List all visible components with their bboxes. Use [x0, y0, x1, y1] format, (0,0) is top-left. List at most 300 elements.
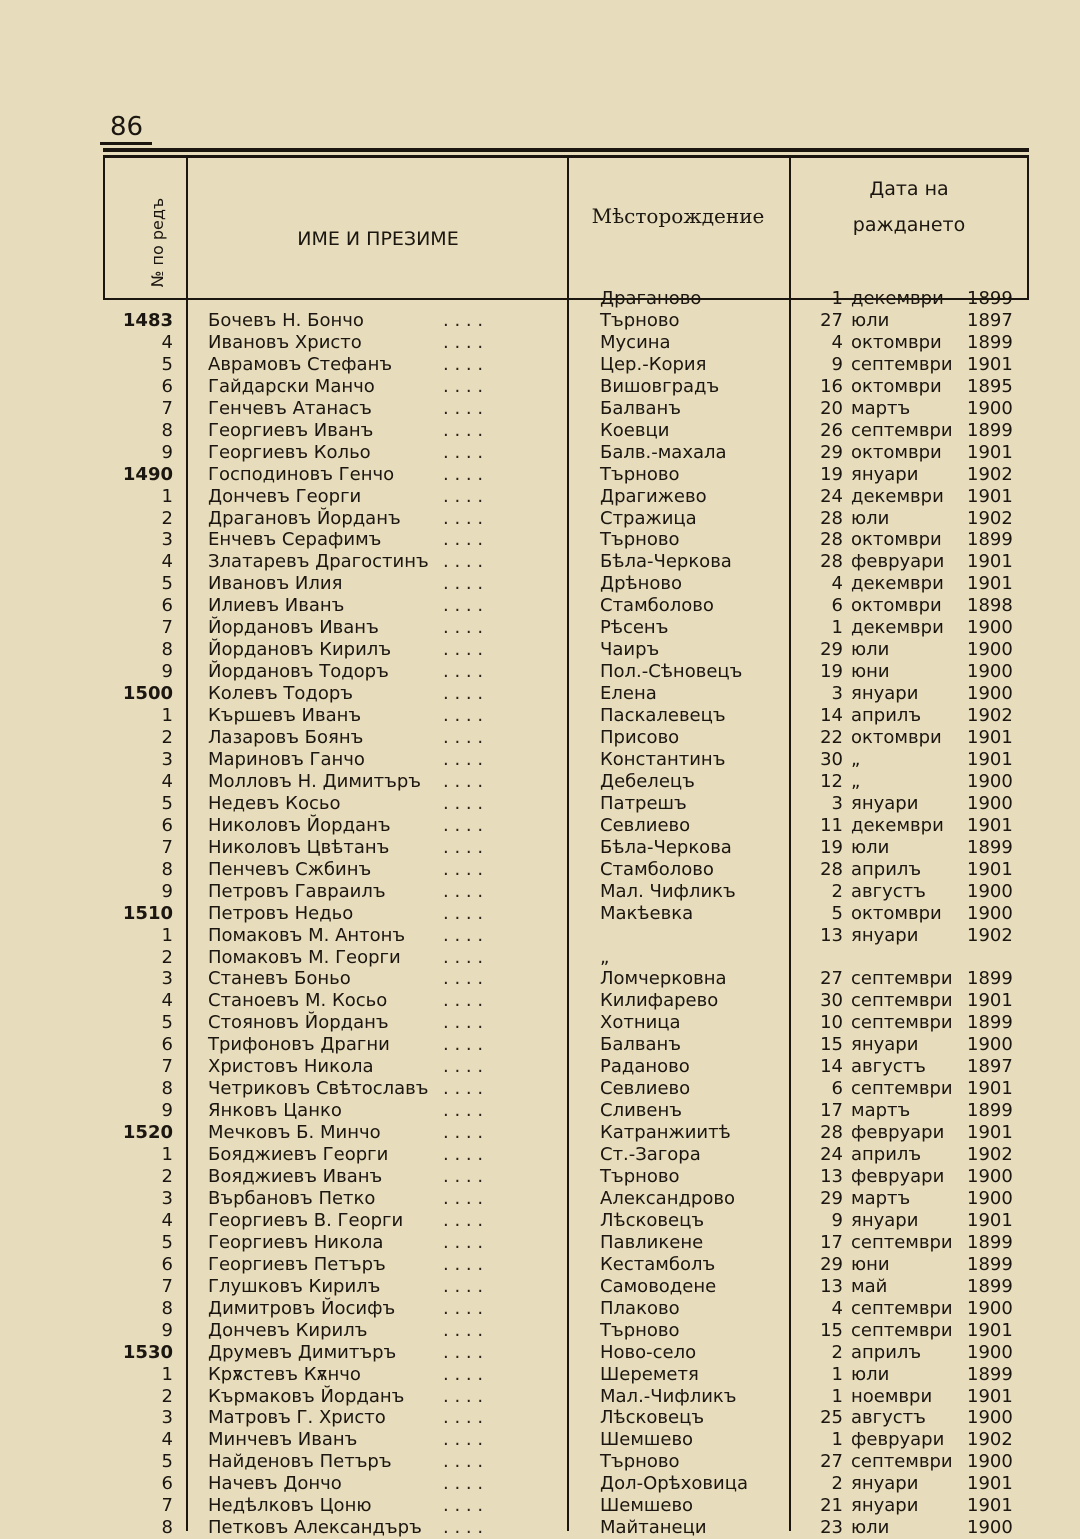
birth-month: февруари: [851, 1122, 945, 1144]
leader-dots: . . . .: [443, 683, 484, 705]
column-header-place: Мѣсторождение: [591, 204, 765, 228]
birth-month: юли: [851, 1363, 890, 1385]
birth-year: 1899: [967, 1363, 1013, 1385]
birthplace: Паскалевецъ: [600, 705, 726, 727]
birthplace: Макѣевка: [600, 902, 694, 924]
birth-day: 29: [820, 1253, 843, 1275]
birth-day: 17: [820, 1100, 843, 1122]
person-name: Минчевъ Иванъ: [208, 1429, 358, 1451]
row-number: 3: [161, 968, 173, 990]
birth-month: януари: [851, 463, 919, 485]
birthplace: Мал.-Чифликъ: [600, 1385, 737, 1407]
birth-month: октомври: [851, 331, 942, 353]
row-number: 2: [161, 727, 173, 748]
leader-dots: . . . .: [443, 573, 484, 595]
leader-dots: . . . .: [443, 419, 484, 441]
person-name: Енчевъ Серафимъ: [208, 529, 382, 551]
table-row: [103, 354, 1029, 376]
person-name: Лазаровъ Боянъ: [208, 727, 364, 748]
birthplace: Търново: [600, 309, 680, 331]
person-name: Янковъ Цанко: [208, 1100, 342, 1122]
person-name: Драгановъ Йорданъ: [208, 507, 401, 529]
birth-day: 23: [820, 1517, 843, 1539]
row-number: 7: [161, 1056, 173, 1078]
birthplace: Самоводене: [600, 1275, 717, 1297]
table-row: [103, 968, 1029, 990]
leader-dots: . . . .: [443, 485, 484, 507]
birth-day: 19: [820, 661, 843, 683]
row-number: 5: [161, 792, 173, 814]
person-name: Николовъ Цвѣтанъ: [208, 836, 390, 858]
leader-dots: . . . .: [443, 309, 484, 331]
birth-year: 1899: [967, 1231, 1013, 1253]
birthplace: Дрѣново: [600, 573, 682, 595]
leader-dots: . . . .: [443, 1407, 484, 1429]
birth-day: 29: [820, 1187, 843, 1209]
birth-year: 1899: [967, 288, 1013, 309]
birthplace: Севлиево: [600, 814, 691, 836]
birth-day: 27: [820, 309, 843, 331]
register-table: [103, 155, 1029, 1539]
person-name: Вояджиевъ Иванъ: [208, 1166, 383, 1187]
birth-year: 1901: [967, 441, 1013, 463]
birth-month: юли: [851, 1517, 890, 1539]
leader-dots: . . . .: [443, 880, 484, 902]
row-number: 4: [161, 331, 173, 353]
leader-dots: . . . .: [443, 858, 484, 880]
birth-day: 1: [831, 1363, 843, 1385]
birth-day: 2: [831, 1341, 843, 1363]
birth-year: 1901: [967, 748, 1013, 770]
person-name: Мечковъ Б. Минчо: [208, 1122, 381, 1144]
person-name: Недевъ Косьо: [208, 792, 341, 814]
table-row: [103, 925, 1029, 947]
table-row: [103, 420, 1029, 442]
person-name: Ивановъ Христо: [208, 331, 362, 353]
leader-dots: . . . .: [443, 814, 484, 836]
birthplace: Търново: [600, 1319, 680, 1341]
birth-year: 1901: [967, 858, 1013, 880]
birth-month: декември: [851, 485, 944, 507]
birth-year: 1899: [967, 1253, 1013, 1275]
birth-month: февруари: [851, 1166, 945, 1187]
row-number: 6: [161, 814, 173, 836]
birth-month: октомври: [851, 902, 942, 924]
birth-month: „: [851, 748, 861, 770]
person-name: Мариновъ Ганчо: [208, 748, 365, 770]
table-row: [103, 486, 1029, 508]
person-name: Йордановъ Тодоръ: [208, 661, 389, 683]
birthplace: Мусина: [600, 331, 671, 353]
person-name: Найденовъ Петъръ: [208, 1451, 392, 1473]
birth-month: октомври: [851, 595, 942, 617]
person-name: Генчевъ Атанасъ: [208, 397, 372, 419]
table-row: [103, 1386, 1029, 1408]
column-divider: [103, 158, 105, 298]
birth-year: 1901: [967, 1495, 1013, 1517]
birth-day: 11: [820, 814, 843, 836]
table-row: [103, 1407, 1029, 1429]
birth-day: 4: [831, 1297, 843, 1319]
birthplace: Ст.-Загора: [600, 1144, 701, 1166]
row-number: 4: [161, 551, 173, 573]
leader-dots: . . . .: [443, 551, 484, 573]
birth-year: 1901: [967, 353, 1013, 375]
table-row: [103, 551, 1029, 573]
birth-year: 1902: [967, 507, 1013, 529]
birth-month: априлъ: [851, 705, 922, 727]
person-name: Гайдарски Манчо: [208, 375, 375, 397]
person-name: Христовъ Никола: [208, 1056, 374, 1078]
birth-year: 1901: [967, 1078, 1013, 1100]
person-name: Петровъ Гавраилъ: [208, 880, 386, 902]
person-name: Върбановъ Петко: [208, 1187, 376, 1209]
birth-day: 9: [831, 353, 843, 375]
birth-month: септември: [851, 1297, 953, 1319]
table-row: [103, 1144, 1029, 1166]
row-number: 3: [161, 748, 173, 770]
birth-day: 13: [820, 1166, 843, 1187]
row-number: 1490: [122, 463, 173, 485]
table-row: [103, 1254, 1029, 1276]
table-row: [103, 1473, 1029, 1495]
person-name: Йордановъ Иванъ: [208, 617, 379, 639]
birth-year: 1900: [967, 1187, 1013, 1209]
birthplace: Раданово: [600, 1056, 690, 1078]
birth-day: 9: [831, 1209, 843, 1231]
page-number-underline: [100, 142, 152, 145]
row-number: 4: [161, 1209, 173, 1231]
birth-month: септември: [851, 990, 953, 1012]
row-number: 8: [161, 1517, 173, 1539]
birth-month: юли: [851, 507, 890, 529]
person-name: Петровъ Недьо: [208, 902, 354, 924]
person-name: Георгиевъ Никола: [208, 1231, 384, 1253]
birth-day: 12: [820, 770, 843, 792]
person-name: Йордановъ Кирилъ: [208, 639, 392, 661]
page-number: 86: [110, 112, 144, 142]
birth-year: 1901: [967, 551, 1013, 573]
row-number: 8: [161, 1297, 173, 1319]
row-number: 2: [161, 507, 173, 529]
birth-day: 4: [831, 331, 843, 353]
leader-dots: . . . .: [443, 1473, 484, 1495]
birth-day: 29: [820, 639, 843, 661]
leader-dots: . . . .: [443, 968, 484, 990]
birth-day: 28: [820, 1122, 843, 1144]
table-row: [103, 464, 1029, 486]
leader-dots: . . . .: [443, 1078, 484, 1100]
row-number: 6: [161, 1473, 173, 1495]
birth-month: декември: [851, 814, 944, 836]
birth-month: януари: [851, 1473, 919, 1495]
birth-year: 1900: [967, 639, 1013, 661]
table-row: [103, 815, 1029, 837]
table-row: [103, 1429, 1029, 1451]
birth-day: 22: [820, 727, 843, 748]
row-number: 4: [161, 990, 173, 1012]
birth-month: мартъ: [851, 1100, 911, 1122]
person-name: Петковъ Александъръ: [208, 1517, 422, 1539]
row-number: 1510: [122, 902, 173, 924]
person-name: Кърмаковъ Йорданъ: [208, 1385, 405, 1407]
person-name: Георгиевъ В. Георги: [208, 1209, 404, 1231]
birthplace: Севлиево: [600, 1078, 691, 1100]
leader-dots: . . . .: [443, 1297, 484, 1319]
row-number: 8: [161, 1078, 173, 1100]
birth-day: 2: [831, 880, 843, 902]
birthplace: Пол.-Сѣновецъ: [600, 661, 743, 683]
birth-year: 1900: [967, 880, 1013, 902]
row-number: 9: [161, 441, 173, 463]
birth-month: августъ: [851, 1056, 926, 1078]
person-name: Матровъ Г. Христо: [208, 1407, 386, 1429]
birth-day: 27: [820, 968, 843, 990]
table-row: [103, 529, 1029, 551]
person-name: Станоевъ М. Косьо: [208, 990, 388, 1012]
birthplace: Мал. Чифликъ: [600, 880, 736, 902]
birthplace: Ломчерковна: [600, 968, 727, 990]
birth-month: януари: [851, 1209, 919, 1231]
birthplace: Александрово: [600, 1187, 735, 1209]
birth-month: октомври: [851, 441, 942, 463]
birth-day: 13: [820, 1275, 843, 1297]
row-number: 8: [161, 639, 173, 661]
birthplace: Майтанеци: [600, 1517, 707, 1539]
row-number: 9: [161, 661, 173, 683]
birthplace: Лѣсковецъ: [600, 1209, 705, 1231]
birth-day: 14: [820, 1056, 843, 1078]
row-number: 1: [161, 485, 173, 507]
leader-dots: . . . .: [443, 836, 484, 858]
leader-dots: . . . .: [443, 1034, 484, 1056]
row-number: 3: [161, 529, 173, 551]
birthplace: Чаиръ: [600, 639, 660, 661]
person-name: Трифоновъ Драгни: [208, 1034, 390, 1056]
birth-year: 1901: [967, 1319, 1013, 1341]
birthplace: Балванъ: [600, 397, 682, 419]
leader-dots: . . . .: [443, 1319, 484, 1341]
birth-month: януари: [851, 1034, 919, 1056]
birthplace: Плаково: [600, 1297, 680, 1319]
birth-day: 26: [820, 419, 843, 441]
birth-year: 1900: [967, 1407, 1013, 1429]
birthplace: „: [600, 946, 610, 968]
birthplace: Константинъ: [600, 748, 726, 770]
leader-dots: . . . .: [443, 902, 484, 924]
row-number: 1: [161, 1144, 173, 1166]
birth-year: 1900: [967, 661, 1013, 683]
birth-day: 13: [820, 924, 843, 946]
birth-year: 1900: [967, 792, 1013, 814]
table-row: [103, 1364, 1029, 1386]
birth-month: мартъ: [851, 397, 911, 419]
person-name: Георгиевъ Иванъ: [208, 419, 374, 441]
birth-day: 17: [820, 1231, 843, 1253]
leader-dots: . . . .: [443, 705, 484, 727]
leader-dots: . . . .: [443, 1495, 484, 1517]
leader-dots: . . . .: [443, 441, 484, 463]
person-name: Господиновъ Генчо: [208, 463, 395, 485]
birth-day: 28: [820, 529, 843, 551]
birth-month: юни: [851, 1253, 890, 1275]
leader-dots: . . . .: [443, 1231, 484, 1253]
leader-dots: . . . .: [443, 595, 484, 617]
birth-day: 1: [831, 617, 843, 639]
table-row: [103, 903, 1029, 925]
birthplace: Коевци: [600, 419, 670, 441]
table-row: [103, 573, 1029, 595]
table-row: [103, 1495, 1029, 1517]
birthplace: Бѣла-Черкова: [600, 551, 732, 573]
row-number: 2: [161, 1385, 173, 1407]
row-number: 2: [161, 946, 173, 968]
birth-month: януари: [851, 924, 919, 946]
leader-dots: . . . .: [443, 1012, 484, 1034]
birth-month: юни: [851, 661, 890, 683]
birthplace: Катранжиитѣ: [600, 1122, 731, 1144]
leader-dots: . . . .: [443, 1341, 484, 1363]
leader-dots: . . . .: [443, 990, 484, 1012]
column-header-name: ИМЕ И ПРЕЗИМЕ: [297, 228, 459, 250]
birth-day: 15: [820, 1319, 843, 1341]
birthplace: Търново: [600, 1451, 680, 1473]
birth-day: 25: [820, 1407, 843, 1429]
table-row: [103, 1078, 1029, 1100]
birthplace: Стамболово: [600, 858, 714, 880]
person-name: Кършевъ Иванъ: [208, 705, 362, 727]
row-number: 9: [161, 1100, 173, 1122]
birth-day: 16: [820, 375, 843, 397]
birthplace: Рѣсенъ: [600, 617, 669, 639]
row-number: 9: [161, 1319, 173, 1341]
birth-month: януари: [851, 1495, 919, 1517]
birth-day: 29: [820, 441, 843, 463]
table-row: [103, 705, 1029, 727]
table-row: [103, 442, 1029, 464]
leader-dots: . . . .: [443, 1517, 484, 1539]
birth-year: 1902: [967, 924, 1013, 946]
person-name: Николовъ Йорданъ: [208, 814, 391, 836]
birth-day: 3: [831, 683, 843, 705]
table-row: [103, 1451, 1029, 1473]
birth-month: януари: [851, 683, 919, 705]
person-name: Георгиевъ Кольо: [208, 441, 371, 463]
birth-year: 1898: [967, 595, 1013, 617]
birth-day: 5: [831, 902, 843, 924]
birth-day: 6: [831, 1078, 843, 1100]
row-number: 7: [161, 836, 173, 858]
leader-dots: . . . .: [443, 1209, 484, 1231]
birth-month: октомври: [851, 727, 942, 748]
table-row: [103, 617, 1029, 639]
row-number: 1: [161, 705, 173, 727]
birthplace: Цер.-Кория: [600, 353, 707, 375]
birth-year: 1902: [967, 1144, 1013, 1166]
birthplace: Ново-село: [600, 1341, 697, 1363]
person-name: Дончевъ Кирилъ: [208, 1319, 368, 1341]
birth-month: юли: [851, 836, 890, 858]
table-row: [103, 683, 1029, 705]
birth-day: 1: [831, 288, 843, 309]
row-number: 1: [161, 1363, 173, 1385]
birth-month: априлъ: [851, 1144, 922, 1166]
table-row: [103, 771, 1029, 793]
table-row: [103, 508, 1029, 530]
leader-dots: . . . .: [443, 924, 484, 946]
table-row: [103, 398, 1029, 420]
row-number: 1483: [122, 309, 173, 331]
person-name: Георгиевъ Петъръ: [208, 1253, 386, 1275]
person-name: Стояновъ Йорданъ: [208, 1012, 389, 1034]
leader-dots: . . . .: [443, 1385, 484, 1407]
row-number: 7: [161, 617, 173, 639]
birth-day: 6: [831, 595, 843, 617]
row-number: 5: [161, 573, 173, 595]
row-number: 5: [161, 1231, 173, 1253]
birthplace: Балванъ: [600, 1034, 682, 1056]
row-number: 1520: [122, 1122, 173, 1144]
birth-year: 1902: [967, 705, 1013, 727]
leader-dots: . . . .: [443, 397, 484, 419]
table-row: [103, 1056, 1029, 1078]
person-name: Дончевъ Георги: [208, 485, 362, 507]
birth-year: 1899: [967, 529, 1013, 551]
row-number: 7: [161, 1275, 173, 1297]
birthplace: Драгижево: [600, 485, 707, 507]
birth-month: юли: [851, 309, 890, 331]
birth-month: септември: [851, 419, 953, 441]
birth-month: августъ: [851, 880, 926, 902]
leader-dots: . . . .: [443, 946, 484, 968]
leader-dots: . . . .: [443, 1144, 484, 1166]
birthplace: Присово: [600, 727, 680, 748]
leader-dots: . . . .: [443, 792, 484, 814]
leader-dots: . . . .: [443, 748, 484, 770]
birthplace: Шереметя: [600, 1363, 699, 1385]
birth-year: 1901: [967, 814, 1013, 836]
birth-month: априлъ: [851, 1341, 922, 1363]
birth-year: 1901: [967, 1385, 1013, 1407]
birth-year: 1899: [967, 331, 1013, 353]
birth-day: 30: [820, 748, 843, 770]
birth-day: 21: [820, 1495, 843, 1517]
birth-year: 1900: [967, 683, 1013, 705]
birthplace: Търново: [600, 529, 680, 551]
person-name: Златаревъ Драгостинъ: [208, 551, 429, 573]
table-row: [103, 1298, 1029, 1320]
birth-month: октомври: [851, 529, 942, 551]
row-number: 6: [161, 375, 173, 397]
row-number: 2: [161, 1166, 173, 1187]
leader-dots: . . . .: [443, 1429, 484, 1451]
birth-year: 1901: [967, 485, 1013, 507]
table-row: [103, 1517, 1029, 1539]
column-divider: [1027, 158, 1029, 298]
birth-day: 28: [820, 507, 843, 529]
birthplace: Кестамболъ: [600, 1253, 716, 1275]
table-row: [103, 288, 1029, 310]
birthplace: Лѣсковецъ: [600, 1407, 705, 1429]
birthplace: Балв.-махала: [600, 441, 727, 463]
person-name: Станевъ Боньо: [208, 968, 351, 990]
birth-month: май: [851, 1275, 888, 1297]
birthplace: Търново: [600, 463, 680, 485]
person-name: Помаковъ М. Георги: [208, 946, 401, 968]
table-row: [103, 376, 1029, 398]
row-number: 6: [161, 1253, 173, 1275]
birth-year: 1900: [967, 1451, 1013, 1473]
